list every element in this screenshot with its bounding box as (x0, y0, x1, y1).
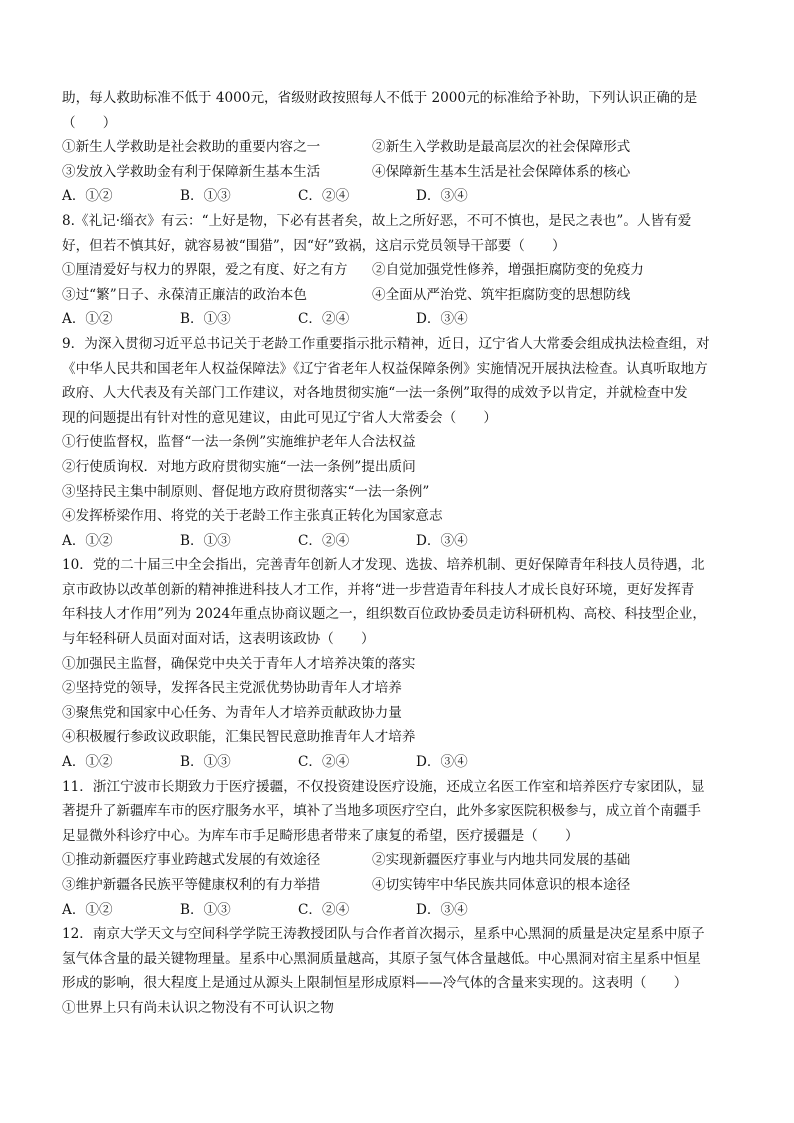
question-9-option-4: ④发挥桥梁作用、将党的关于老龄工作主张真正转化为国家意志 (62, 508, 443, 525)
question-9-stem-line: 9．为深入贯彻习近平总书记关于老龄工作重要指示批示精神，近日，辽宁省人大常委会组成执法检查组，对 (62, 335, 710, 352)
question-10-option-3: ③聚焦党和国家中心任务、为青年人才培养贡献政协力量 (62, 704, 402, 721)
question-9-option-3: ③坚持民主集中制原则、督促地方政府贯彻落实“一法一条例” (62, 483, 430, 500)
question-8-options-row (62, 258, 734, 283)
question-9-option-2: ②行使质询权．对地方政府贯彻实施“一法一条例”提出质问 (62, 458, 416, 475)
answer-a: A．①② (62, 532, 113, 549)
question-7-option-2: ②新生入学救助是最高层次的社会保障形式 (372, 139, 631, 156)
question-7-stem-line: 助，每人救助标准不低于 4000元，省级财政按照每人不低于 2000元的标准给予补助，下列认识正确的是 (62, 90, 698, 106)
question-7-stem-line: （ ） (62, 114, 117, 131)
question-8-stem-line: 8.《礼记·缁衣》有云：“上好是物，下必有甚者矣，故上之所好恶，不可不慎也，是民之表也”。人皆有爱 (62, 212, 692, 229)
question-11-option-1: ①推动新疆医疗事业跨越式发展的有效途径 (62, 852, 321, 869)
question-8-option-3: ③过“繁”日子、永葆清正廉洁的政治本色 (62, 286, 307, 303)
answer-b: B．①③ (180, 901, 231, 918)
question-11-option-2: ②实现新疆医疗事业与内地共同发展的基础 (372, 852, 631, 869)
answer-d: D．③④ (416, 532, 468, 549)
question-11 (62, 775, 734, 923)
answer-a: A．①② (62, 754, 113, 771)
question-12-stem-line: 氢气体含量的最关键物理量。星系中心黑洞质量越高，其原子氢气体含量越低。中心黑洞对宿主星系中恒星 (62, 950, 701, 967)
answer-a: A．①② (62, 901, 113, 918)
question-7-option-4: ④保障新生基本生活是社会保障体系的核心 (372, 163, 631, 180)
question-7-options-row (62, 160, 734, 185)
question-11-options-row (62, 873, 734, 898)
question-10-option-4: ④积极履行参政议政职能，汇集民智民意助推青年人才培养 (62, 729, 416, 746)
question-8-option-4: ④全面从严治党、筑牢拒腐防变的思想防线 (372, 286, 631, 303)
question-7-answers (62, 184, 734, 209)
answer-d: D．③④ (416, 901, 468, 918)
question-8-option-1: ①厘清爱好与权力的界限，爱之有度、好之有方 (62, 262, 348, 279)
answer-a: A．①② (62, 188, 113, 205)
question-11-stem-line: 著提升了新疆库车市的医疗服务水平，填补了当地多项医疗空白，此外多家医院积极参与，成立首个南疆手 (62, 803, 701, 820)
question-7 (62, 86, 734, 209)
answer-c: C．②④ (298, 532, 350, 549)
question-12-stem-line: 12．南京大学天文与空间科学学院王涛教授团队与合作者首次揭示，星系中心黑洞的质量是决定星系中原子 (62, 926, 705, 943)
question-10-option-2: ②坚持党的领导，发挥各民主党派优势协助青年人才培养 (62, 680, 402, 697)
question-10-answers (62, 750, 734, 775)
question-7-option-1: ①新生人学救助是社会救助的重要内容之一 (62, 139, 321, 156)
exam-page (62, 86, 734, 1021)
question-11-stem-line: 11．浙江宁波市长期致力于医疗援疆，不仅投资建设医疗设施，还成立名医工作室和培养医疗专家团队，显 (62, 778, 705, 795)
question-12-option-1: ①世界上只有尚未认识之物没有不可认识之物 (62, 999, 334, 1016)
question-11-stem-line: 足显微外科诊疗中心。为库车市手足畸形患者带来了康复的希望，医疗援疆是（ ） (62, 827, 579, 844)
answer-c: C．②④ (298, 754, 350, 771)
question-11-options-row (62, 848, 734, 873)
question-10 (62, 553, 734, 774)
question-9-option-1: ①行使监督权，监督“一法一条例”实施维护老年人合法权益 (62, 434, 416, 451)
answer-b: B．①③ (180, 532, 231, 549)
question-9 (62, 332, 734, 553)
answer-b: B．①③ (180, 754, 231, 771)
question-9-answers (62, 529, 734, 554)
question-10-option-1: ①加强民主监督，确保党中央关于青年人才培养决策的落实 (62, 655, 416, 672)
question-11-answers (62, 898, 734, 923)
answer-a: A．①② (62, 311, 113, 328)
question-8 (62, 209, 734, 332)
answer-c: C．②④ (298, 311, 350, 328)
answer-c: C．②④ (298, 188, 350, 205)
question-10-stem-line: 10．党的二十届三中全会指出，完善青年创新人才发现、选拔、培养机制、更好保障青年科技人员待遇，北 (62, 557, 705, 574)
question-10-stem-line: 年科技人才作用”列为 2024年重点协商议题之一，组织数百位政协委员走访科研机构、高校、科技型企业， (62, 606, 706, 623)
question-10-stem-line: 京市政协以改革创新的精神推进科技人才工作，并将“进一步营造青年科技人才成长良好环境，更好发挥青 (62, 581, 695, 598)
answer-d: D．③④ (416, 188, 468, 205)
question-11-option-4: ④切实铸牢中华民族共同体意识的根本途径 (372, 877, 631, 893)
question-8-options-row (62, 283, 734, 308)
answer-d: D．③④ (416, 754, 468, 771)
question-9-stem-line: 现的问题提出有针对性的意见建议，由此可见辽宁省人大常委会（ ） (62, 409, 497, 426)
question-12-stem-line: 形成的影响，很大程度上是通过从源头上限制恒星形成原料——冷气体的含量来实现的。这表明（ ） (62, 975, 688, 992)
answer-c: C．②④ (298, 901, 350, 918)
answer-b: B．①③ (180, 311, 231, 328)
question-7-option-3: ③发放入学救助金有利于保障新生基本生活 (62, 163, 321, 180)
answer-b: B．①③ (180, 188, 231, 205)
question-9-stem-line: 《中华人民共和国老年人权益保障法》《辽宁省老年人权益保障条例》实施情况开展执法检查。认真听取地方 (62, 360, 708, 377)
answer-d: D．③④ (416, 311, 468, 328)
question-7-options-row (62, 135, 734, 160)
question-10-stem-line: 与年轻科研人员面对面对话，这表明该政协（ ） (62, 631, 375, 648)
question-11-option-3: ③维护新疆各民族平等健康权利的有力举措 (62, 877, 321, 893)
question-12 (62, 922, 734, 1020)
question-9-stem-line: 政府、人大代表及有关部门工作建议，对各地贯彻实施“一法一条例”取得的成效予以肯定，并就检查中发 (62, 385, 688, 402)
question-8-answers (62, 307, 734, 332)
question-8-option-2: ②自觉加强党性修养，增强拒腐防变的免疫力 (372, 262, 644, 279)
question-8-stem-line: 好，但若不慎其好，就容易被“围猎”，因“好”致祸，这启示党员领导干部要（ ） (62, 237, 566, 254)
